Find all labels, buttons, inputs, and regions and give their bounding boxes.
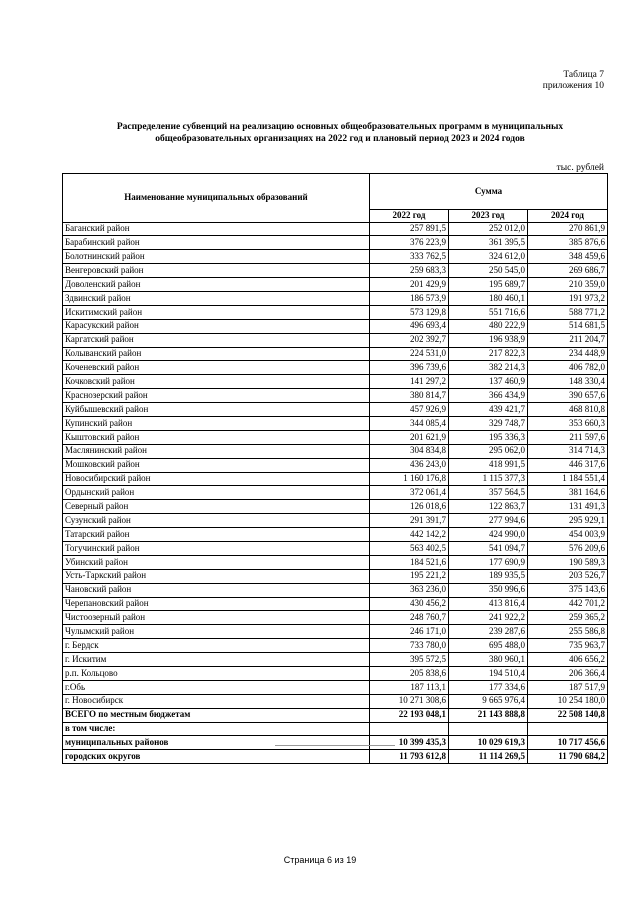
value-2023: 252 012,0 <box>449 222 528 236</box>
value-2022: 195 221,2 <box>370 569 449 583</box>
value-2023: 413 816,4 <box>449 597 528 611</box>
year-header-2024: 2024 год <box>528 210 608 223</box>
total-row <box>63 708 608 722</box>
value-2022: 304 834,8 <box>370 444 449 458</box>
table-row <box>63 278 608 292</box>
value-2024: 270 861,9 <box>528 222 608 236</box>
value-2024: 314 714,3 <box>528 444 608 458</box>
value-2022: 141 297,2 <box>370 375 449 389</box>
table-row <box>63 583 608 597</box>
value-2023: 239 287,6 <box>449 625 528 639</box>
value-2024: 269 686,7 <box>528 264 608 278</box>
district-name: г. Новосибирск <box>63 694 370 708</box>
value-2024: 390 657,6 <box>528 389 608 403</box>
title-line-1: Распределение субвенций на реализацию основных общеобразовательных программ в муниципальных <box>116 122 564 132</box>
municipal-label: муниципальных районов <box>63 736 370 750</box>
district-name: Кочковский район <box>63 375 370 389</box>
appendix-label: приложения 10 <box>542 81 604 91</box>
table-row <box>63 639 608 653</box>
value-2024: 131 491,3 <box>528 500 608 514</box>
value-2023: 277 994,6 <box>449 514 528 528</box>
district-name: Татарский район <box>63 528 370 542</box>
district-name: Усть-Таркский район <box>63 569 370 583</box>
value-2023: 695 488,0 <box>449 639 528 653</box>
table-reference <box>543 70 604 92</box>
district-name: Черепановский район <box>63 597 370 611</box>
value-2024: 206 366,4 <box>528 667 608 681</box>
table-row <box>63 472 608 486</box>
value-2023: 137 460,9 <box>449 375 528 389</box>
value-2023: 194 510,4 <box>449 667 528 681</box>
value-2023: 217 822,3 <box>449 347 528 361</box>
table-row <box>63 430 608 444</box>
value-2023: 1 115 377,3 <box>449 472 528 486</box>
including-label: в том числе: <box>63 722 370 736</box>
total-2024: 22 508 140,8 <box>528 708 608 722</box>
value-2023: 180 460,1 <box>449 291 528 305</box>
table-row <box>63 250 608 264</box>
value-2022: 396 739,6 <box>370 361 449 375</box>
value-2022: 344 085,4 <box>370 416 449 430</box>
including-row <box>63 722 608 736</box>
total-label: ВСЕГО по местным бюджетам <box>63 708 370 722</box>
value-2023: 439 421,7 <box>449 403 528 417</box>
table-row <box>63 347 608 361</box>
subsidy-table <box>62 173 608 764</box>
value-2022: 395 572,5 <box>370 653 449 667</box>
value-2024: 1 184 551,4 <box>528 472 608 486</box>
district-name: Колыванский район <box>63 347 370 361</box>
urban-2023: 11 114 269,5 <box>449 750 528 764</box>
title-line-2: общеобразовательных организациях на 2022 год и плановый период 2023 и 2024 годов <box>155 134 525 144</box>
district-name: Карасукский район <box>63 319 370 333</box>
year-header-2022: 2022 год <box>370 210 449 223</box>
value-2023: 250 545,0 <box>449 264 528 278</box>
value-2022: 201 429,9 <box>370 278 449 292</box>
value-2024: 468 810,8 <box>528 403 608 417</box>
district-name: Кыштовский район <box>63 430 370 444</box>
value-2023: 382 214,3 <box>449 361 528 375</box>
district-name: Купинский район <box>63 416 370 430</box>
value-2023: 177 334,6 <box>449 680 528 694</box>
table-row <box>63 403 608 417</box>
table-row <box>63 389 608 403</box>
value-2023: 295 062,0 <box>449 444 528 458</box>
value-2022: 202 392,7 <box>370 333 449 347</box>
district-name: Чистоозерный район <box>63 611 370 625</box>
footer-divider <box>275 745 395 746</box>
value-2024: 148 330,4 <box>528 375 608 389</box>
value-2023: 480 222,9 <box>449 319 528 333</box>
value-2022: 496 693,4 <box>370 319 449 333</box>
district-name: Каргатский район <box>63 333 370 347</box>
table-row <box>63 319 608 333</box>
value-2023: 196 938,9 <box>449 333 528 347</box>
value-2023: 350 996,6 <box>449 583 528 597</box>
district-name: Болотнинский район <box>63 250 370 264</box>
value-2023: 424 990,0 <box>449 528 528 542</box>
table-row <box>63 569 608 583</box>
district-name: Куйбышевский район <box>63 403 370 417</box>
value-2023: 177 690,9 <box>449 555 528 569</box>
value-2023: 241 922,2 <box>449 611 528 625</box>
district-name: Чулымский район <box>63 625 370 639</box>
municipal-2024: 10 717 456,6 <box>528 736 608 750</box>
district-name: Коченевский район <box>63 361 370 375</box>
value-2024: 375 143,6 <box>528 583 608 597</box>
district-name: Маслянинский район <box>63 444 370 458</box>
value-2023: 324 612,0 <box>449 250 528 264</box>
table-row <box>63 264 608 278</box>
district-name: Венгеровский район <box>63 264 370 278</box>
value-2024: 576 209,6 <box>528 541 608 555</box>
value-2022: 430 456,2 <box>370 597 449 611</box>
value-2022: 201 621,9 <box>370 430 449 444</box>
page-number: Страница 6 из 19 <box>283 855 357 865</box>
district-name: р.п. Кольцово <box>63 667 370 681</box>
value-2022: 205 838,6 <box>370 667 449 681</box>
district-name: Мошковский район <box>63 458 370 472</box>
value-2023: 380 960,1 <box>449 653 528 667</box>
value-2022: 224 531,0 <box>370 347 449 361</box>
value-2022: 376 223,9 <box>370 236 449 250</box>
value-2023: 195 336,3 <box>449 430 528 444</box>
table-row <box>63 291 608 305</box>
table-row <box>63 625 608 639</box>
value-2023: 541 094,7 <box>449 541 528 555</box>
municipal-2023: 10 029 619,3 <box>449 736 528 750</box>
district-name: Ордынский район <box>63 486 370 500</box>
value-2024: 385 876,6 <box>528 236 608 250</box>
value-2022: 380 814,7 <box>370 389 449 403</box>
table-row <box>63 611 608 625</box>
urban-2024: 11 790 684,2 <box>528 750 608 764</box>
value-2023: 122 863,7 <box>449 500 528 514</box>
district-name: Барабинский район <box>63 236 370 250</box>
value-2022: 291 391,7 <box>370 514 449 528</box>
value-2024: 259 365,2 <box>528 611 608 625</box>
value-2024: 191 973,2 <box>528 291 608 305</box>
table-row <box>63 361 608 375</box>
value-2022: 442 142,2 <box>370 528 449 542</box>
value-2023: 329 748,7 <box>449 416 528 430</box>
table-row <box>63 375 608 389</box>
value-2024: 406 782,0 <box>528 361 608 375</box>
district-name: Искитимский район <box>63 305 370 319</box>
total-2022: 22 193 048,1 <box>370 708 449 722</box>
district-name: г. Искитим <box>63 653 370 667</box>
value-2024: 234 448,9 <box>528 347 608 361</box>
value-2024: 446 317,6 <box>528 458 608 472</box>
table-row <box>63 486 608 500</box>
district-name: г. Бердск <box>63 639 370 653</box>
value-2022: 187 113,1 <box>370 680 449 694</box>
value-2023: 189 935,5 <box>449 569 528 583</box>
value-2024: 353 660,3 <box>528 416 608 430</box>
value-2022: 1 160 176,8 <box>370 472 449 486</box>
value-2022: 733 780,0 <box>370 639 449 653</box>
value-2022: 257 891,5 <box>370 222 449 236</box>
value-2023: 366 434,9 <box>449 389 528 403</box>
document-title <box>60 121 620 145</box>
district-name: Убинский район <box>63 555 370 569</box>
table-row <box>63 667 608 681</box>
table-row <box>63 444 608 458</box>
district-name: Баганский район <box>63 222 370 236</box>
value-2022: 248 760,7 <box>370 611 449 625</box>
value-2022: 184 521,6 <box>370 555 449 569</box>
value-2023: 357 564,5 <box>449 486 528 500</box>
value-2024: 588 771,2 <box>528 305 608 319</box>
table-row <box>63 333 608 347</box>
table-row <box>63 236 608 250</box>
table-label: Таблица 7 <box>563 70 604 80</box>
value-2022: 573 129,8 <box>370 305 449 319</box>
table-row <box>63 653 608 667</box>
municipal-row <box>63 736 608 750</box>
value-2024: 406 656,2 <box>528 653 608 667</box>
table-row <box>63 555 608 569</box>
district-name: Новосибирский район <box>63 472 370 486</box>
value-2024: 381 164,6 <box>528 486 608 500</box>
name-column-header: Наименование муниципальных образований <box>63 174 370 223</box>
value-2024: 211 204,7 <box>528 333 608 347</box>
value-2024: 187 517,9 <box>528 680 608 694</box>
total-2023: 21 143 888,8 <box>449 708 528 722</box>
table-row <box>63 222 608 236</box>
value-2023: 551 716,6 <box>449 305 528 319</box>
units-label: тыс. рублей <box>556 163 604 173</box>
value-2022: 126 018,6 <box>370 500 449 514</box>
value-2023: 195 689,7 <box>449 278 528 292</box>
table-row <box>63 597 608 611</box>
value-2024: 10 254 180,0 <box>528 694 608 708</box>
urban-label: городских округов <box>63 750 370 764</box>
district-name: г.Обь <box>63 680 370 694</box>
district-name: Чановский район <box>63 583 370 597</box>
table-row <box>63 458 608 472</box>
value-2022: 186 573,9 <box>370 291 449 305</box>
district-name: Здвинский район <box>63 291 370 305</box>
value-2024: 735 963,7 <box>528 639 608 653</box>
value-2022: 436 243,0 <box>370 458 449 472</box>
table-row <box>63 541 608 555</box>
value-2024: 454 003,9 <box>528 528 608 542</box>
district-name: Северный район <box>63 500 370 514</box>
value-2022: 333 762,5 <box>370 250 449 264</box>
value-2024: 190 589,3 <box>528 555 608 569</box>
table-row <box>63 500 608 514</box>
value-2022: 457 926,9 <box>370 403 449 417</box>
value-2022: 10 271 308,6 <box>370 694 449 708</box>
value-2023: 418 991,5 <box>449 458 528 472</box>
urban-2022: 11 793 612,8 <box>370 750 449 764</box>
table-row <box>63 694 608 708</box>
table-row <box>63 528 608 542</box>
table-summary <box>63 708 608 764</box>
value-2024: 442 701,2 <box>528 597 608 611</box>
table-row <box>63 305 608 319</box>
table-row <box>63 416 608 430</box>
value-2022: 372 061,4 <box>370 486 449 500</box>
table-row <box>63 514 608 528</box>
value-2022: 246 171,0 <box>370 625 449 639</box>
value-2024: 203 526,7 <box>528 569 608 583</box>
year-header-2023: 2023 год <box>449 210 528 223</box>
district-name: Тогучинский район <box>63 541 370 555</box>
value-2022: 259 683,3 <box>370 264 449 278</box>
value-2024: 348 459,6 <box>528 250 608 264</box>
table-body <box>63 222 608 708</box>
sum-column-header: Сумма <box>370 174 608 210</box>
value-2024: 514 681,5 <box>528 319 608 333</box>
value-2023: 9 665 976,4 <box>449 694 528 708</box>
district-name: Сузунский район <box>63 514 370 528</box>
value-2022: 363 236,0 <box>370 583 449 597</box>
value-2024: 211 597,6 <box>528 430 608 444</box>
district-name: Доволенский район <box>63 278 370 292</box>
table-row <box>63 680 608 694</box>
value-2024: 210 359,0 <box>528 278 608 292</box>
urban-row <box>63 750 608 764</box>
value-2022: 563 402,5 <box>370 541 449 555</box>
value-2024: 255 586,8 <box>528 625 608 639</box>
value-2024: 295 929,1 <box>528 514 608 528</box>
district-name: Краснозерский район <box>63 389 370 403</box>
municipal-2022: 10 399 435,3 <box>370 736 449 750</box>
value-2023: 361 395,5 <box>449 236 528 250</box>
